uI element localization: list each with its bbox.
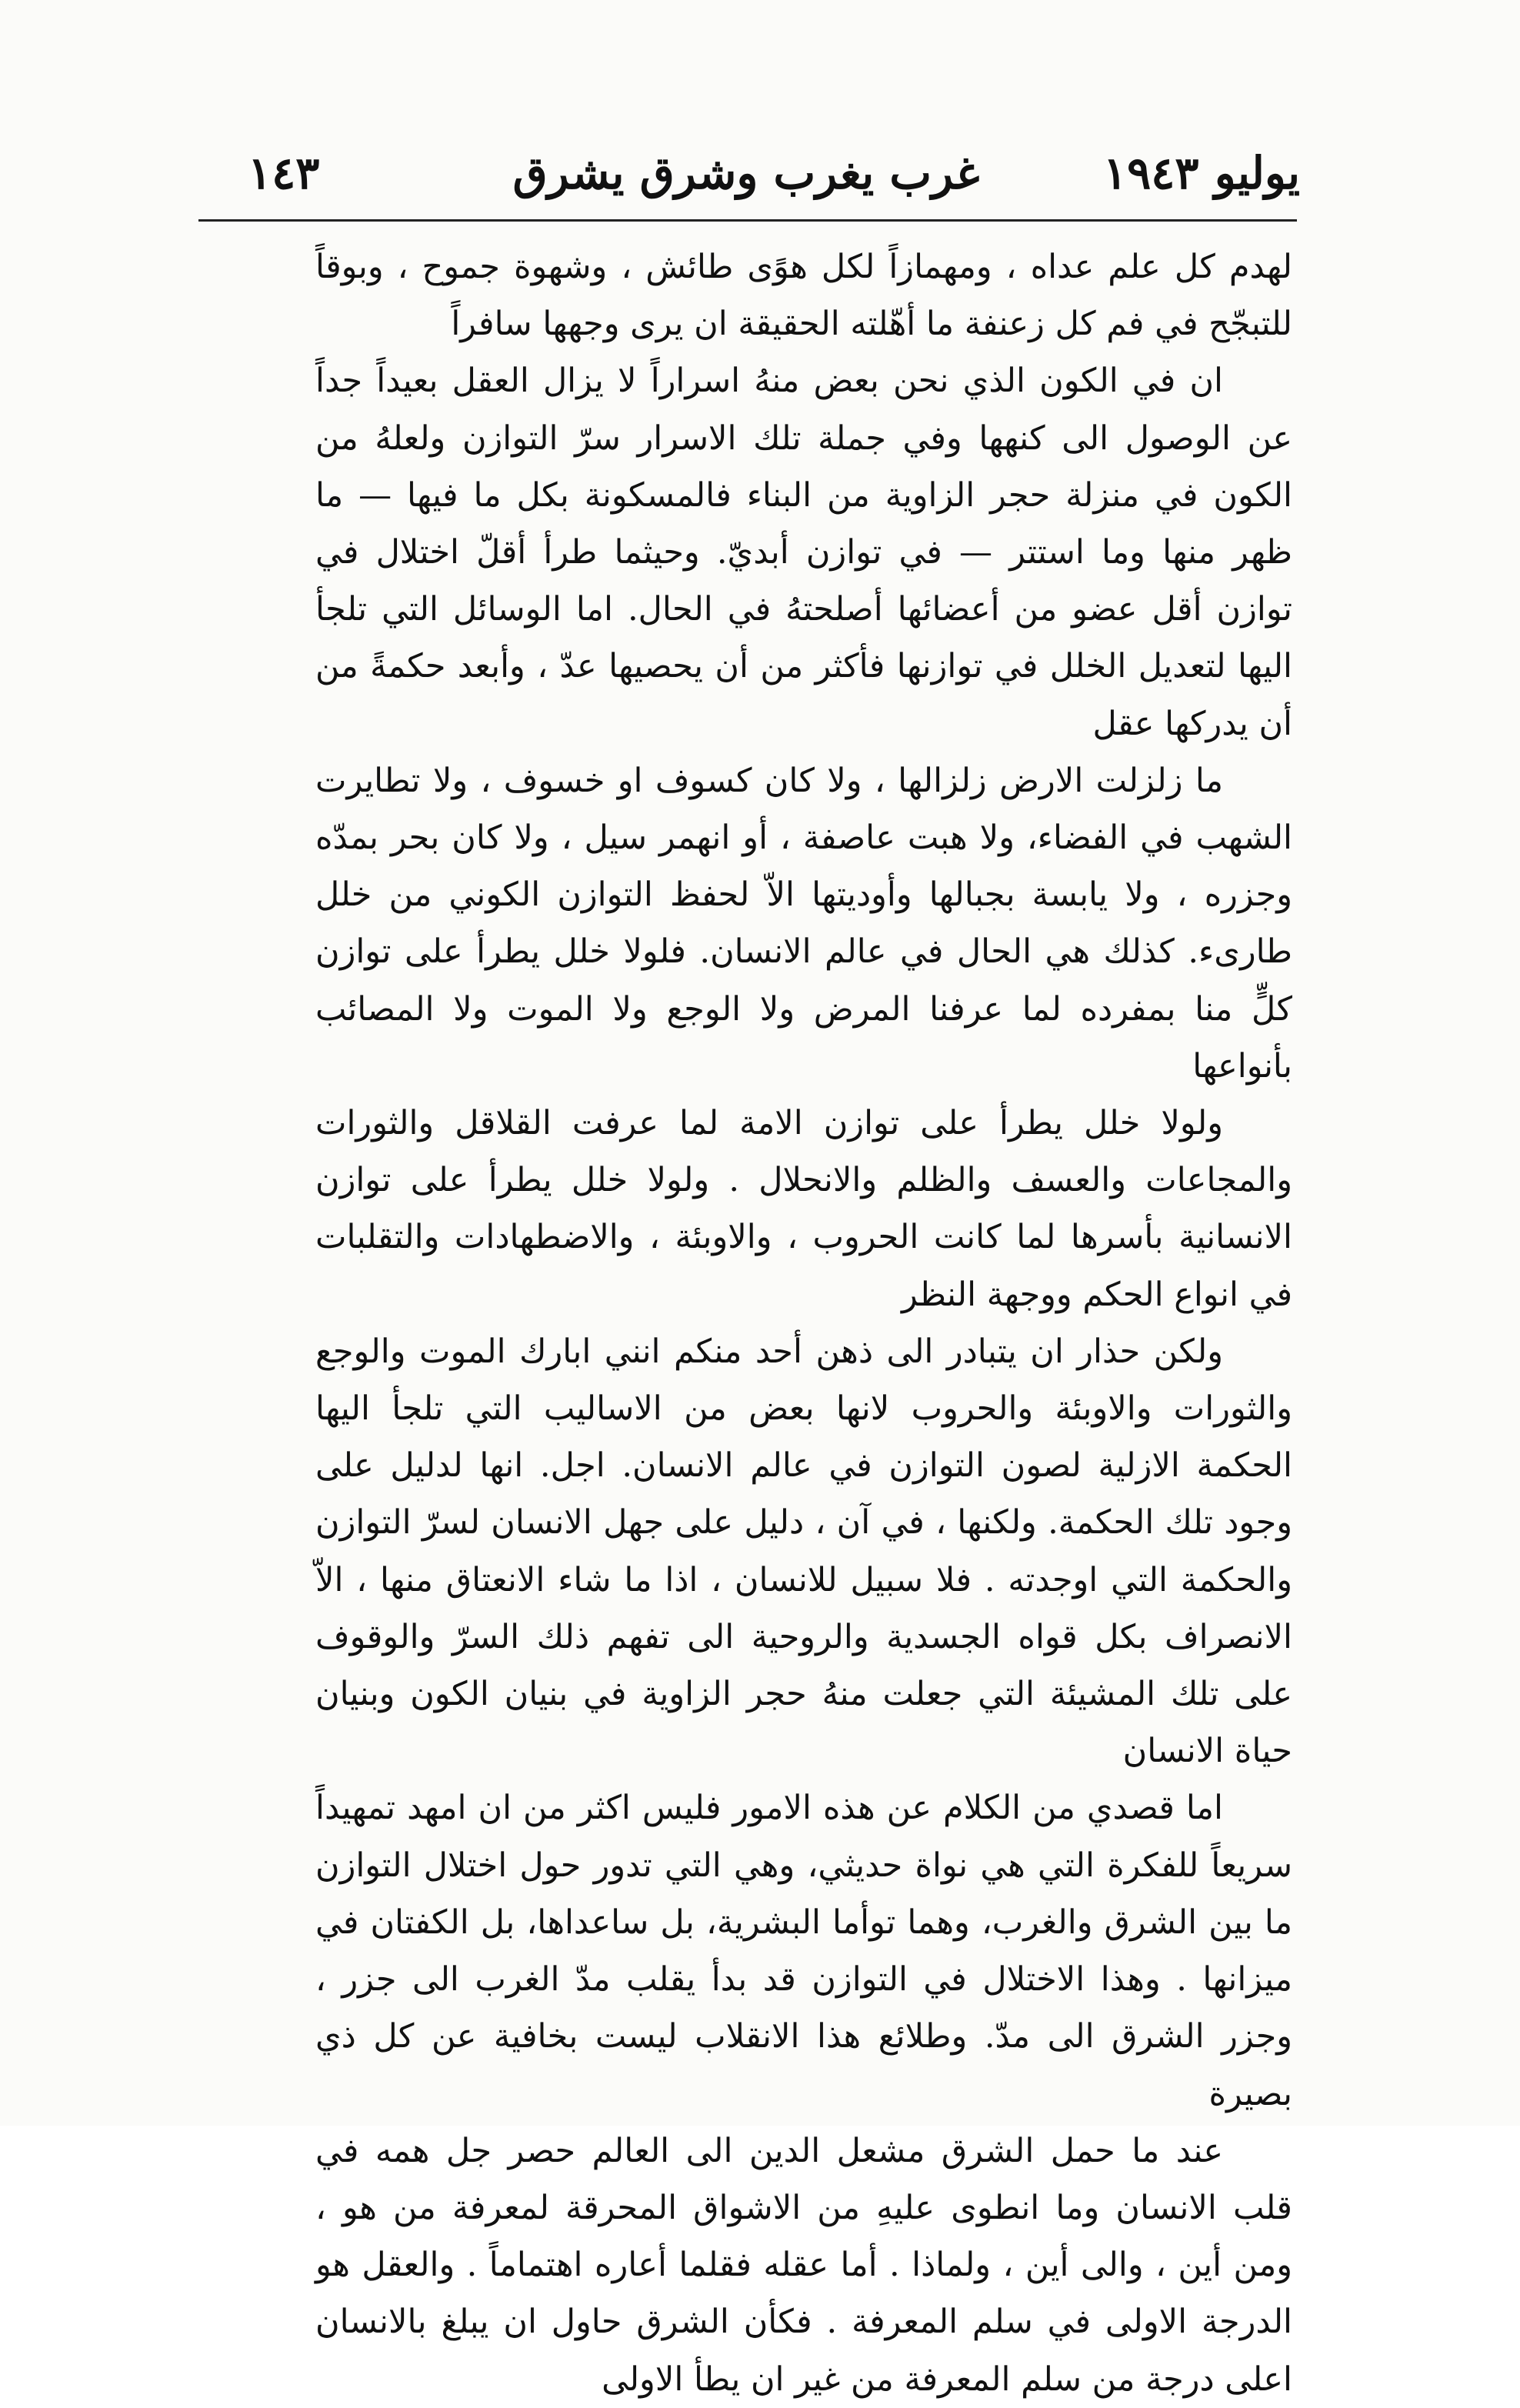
paragraph: عند ما حمل الشرق مشعل الدين الى العالم حصر جل همه في قلب الانسان وما انطوى عليهِ من الاشواق المحرقة لمعرفة من هو ، ومن أين ، والى أين ، ولماذا . أما عقله فقلما أعاره اهتماماً . والعقل هو الدرجة الاولى في سلم المعرفة . فكأن الشرق حاول ان يبلغ بالانسان اعلى درجة من سلم المعرفة من غير ان يطأ الاولى xyxy=(315,2131,1292,2399)
header-rule xyxy=(198,219,1297,222)
paragraph: لهدم كل علم عداه ، ومهمازاً لكل هوًى طائش ، وشهوة جموح ، وبوقاً للتبجّح في فم كل زعنفة ما أهّلته الحقيقة ان يرى وجهها سافراً xyxy=(315,248,1292,344)
paragraph: ولكن حذار ان يتبادر الى ذهن أحد منكم انني ابارك الموت والوجع والثورات والاوبئة والحروب لانها بعض من الاساليب التي تلجأ اليها الحكمة الازلية لصون التوازن في عالم الانسان. اجل. انها لدليل على وجود تلك الحكمة. ولكنها ، في آن ، دليل على جهل الانسان لسرّ التوازن والحكمة التي اوجدته . فلا سبيل للانسان ، اذا ما شاء الانعتاق منها ، الاّ الانصراف بكل قواه الجسدية والروحية الى تفهم ذلك السرّ والوقوف على تلك المشيئة التي جعلت منهُ حجر الزاوية في بنيان الكون وبنيان حياة الانسان xyxy=(315,1332,1292,1771)
header-title: غرب يغرب وشرق يشرق xyxy=(512,147,980,199)
paragraph: ولولا خلل يطرأ على توازن الامة لما عرفت القلاقل والثورات والمجاعات والعسف والظلم والانحلال . ولولا خلل يطرأ على توازن الانسانية بأسرها لما كانت الحروب ، والاوبئة ، والاضطهادات والتقلبات في انواع الحكم ووجهة النظر xyxy=(315,1104,1292,1314)
running-header xyxy=(192,135,1300,219)
paragraph: ما زلزلت الارض زلزالها ، ولا كان كسوف او خسوف ، ولا تطايرت الشهب في الفضاء، ولا هبت عاصفة ، أو انهمر سيل ، ولا كان بحر بمدّه وجزره ، ولا يابسة بجبالها وأوديتها الاّ لحفظ التوازن الكوني من خلل طارىء. كذلك هي الحال في عالم الانسان. فلولا خلل يطرأ على توازن كلٍّ منا بمفرده لما عرفنا المرض ولا الوجع ولا الموت ولا المصائب بأنواعها xyxy=(315,761,1292,1086)
body-text xyxy=(315,238,1292,2408)
paragraph: ان في الكون الذي نحن بعض منهُ اسراراً لا يزال العقل بعيداً جداً عن الوصول الى كنهها وفي جملة تلك الاسرار سرّ التوازن ولعلهُ من الكون في منزلة حجر الزاوية من البناء فالمسكونة بكل ما فيها — ما ظهر منها وما استتر — في توازن أبديّ. وحيثما طرأ أقلّ اختلال في توازن أقل عضو من أعضائها أصلحتهُ في الحال. اما الوسائل التي تلجأ اليها لتعديل الخلل في توازنها فأكثر من أن يحصيها عدّ ، وأبعد حكمةً من أن يدركها عقل xyxy=(315,362,1292,743)
header-date: يوليو ١٩٤٣ xyxy=(1102,147,1300,199)
paragraph: اما قصدي من الكلام عن هذه الامور فليس اكثر من ان امهد تمهيداً سريعاً للفكرة التي هي نواة حديثي، وهي التي تدور حول اختلال التوازن ما بين الشرق والغرب، وهما توأما البشرية، بل ساعداها، بل الكفتان في ميزانها . وهذا الاختلال في التوازن قد بدأ يقلب مدّ الغرب الى جزر ، وجزر الشرق الى مدّ. وطلائع هذا الانقلاب ليست بخافية عن كل ذي بصيرة xyxy=(315,1789,1292,2113)
page-number: ١٤٣ xyxy=(248,147,320,199)
